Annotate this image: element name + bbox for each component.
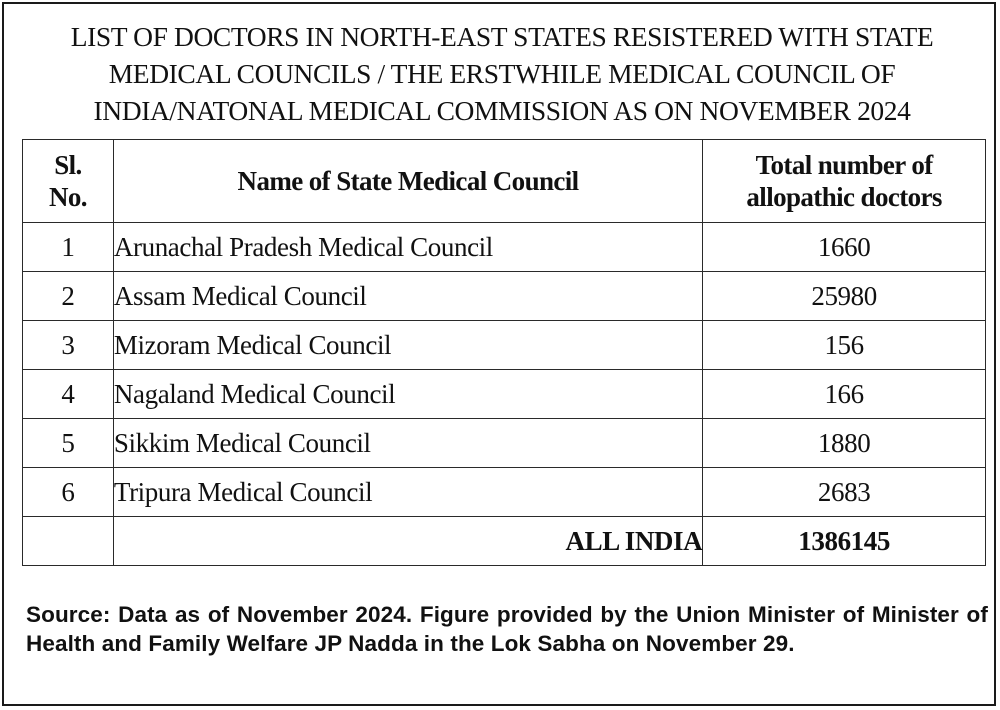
all-india-label: ALL INDIA (113, 517, 702, 566)
row-council-name: Mizoram Medical Council (113, 321, 702, 370)
title-line: MEDICAL COUNCILS / THE ERSTWHILE MEDICAL COUNCIL OF (108, 58, 896, 89)
row-total-doctors: 166 (703, 370, 986, 419)
header-sl-no (23, 140, 114, 223)
table-row (23, 321, 986, 370)
all-india-row (23, 517, 986, 566)
row-sl-no: 2 (23, 272, 114, 321)
header-total-line1: Total number of (755, 150, 933, 180)
table-row (23, 468, 986, 517)
all-india-total: 1386145 (703, 517, 986, 566)
table-row (23, 272, 986, 321)
row-total-doctors: 1880 (703, 419, 986, 468)
header-sl-line1: Sl. (54, 150, 82, 180)
row-sl-no: 3 (23, 321, 114, 370)
row-sl-no: 6 (23, 468, 114, 517)
table-header-row (23, 140, 986, 223)
row-council-name: Assam Medical Council (113, 272, 702, 321)
header-sl-line2: No. (48, 182, 87, 212)
row-sl-no: 4 (23, 370, 114, 419)
table-row (23, 370, 986, 419)
row-council-name: Tripura Medical Council (113, 468, 702, 517)
page-title (14, 18, 990, 129)
header-total-doctors (703, 140, 986, 223)
table-row (23, 419, 986, 468)
row-sl-no: 1 (23, 223, 114, 272)
row-total-doctors: 25980 (703, 272, 986, 321)
source-note: Source: Data as of November 2024. Figure provided by the Union Minister of Minister of Health and Family Welfare JP Nadda in the Lok Sabha on November 29. (26, 602, 988, 656)
header-council-name: Name of State Medical Council (113, 140, 702, 223)
row-council-name: Sikkim Medical Council (113, 419, 702, 468)
row-total-doctors: 1660 (703, 223, 986, 272)
page-frame (2, 2, 996, 706)
doctors-table (22, 139, 986, 566)
row-total-doctors: 156 (703, 321, 986, 370)
header-total-line2: allopathic doctors (746, 182, 942, 212)
table-row (23, 223, 986, 272)
title-line: LIST OF DOCTORS IN NORTH-EAST STATES RESISTERED WITH STATE (70, 21, 934, 52)
title-line: INDIA/NATONAL MEDICAL COMMISSION AS ON NOVEMBER 2024 (93, 95, 911, 126)
row-council-name: Nagaland Medical Council (113, 370, 702, 419)
row-sl-no: 5 (23, 419, 114, 468)
row-council-name: Arunachal Pradesh Medical Council (113, 223, 702, 272)
row-total-doctors: 2683 (703, 468, 986, 517)
all-india-empty-cell (23, 517, 114, 566)
